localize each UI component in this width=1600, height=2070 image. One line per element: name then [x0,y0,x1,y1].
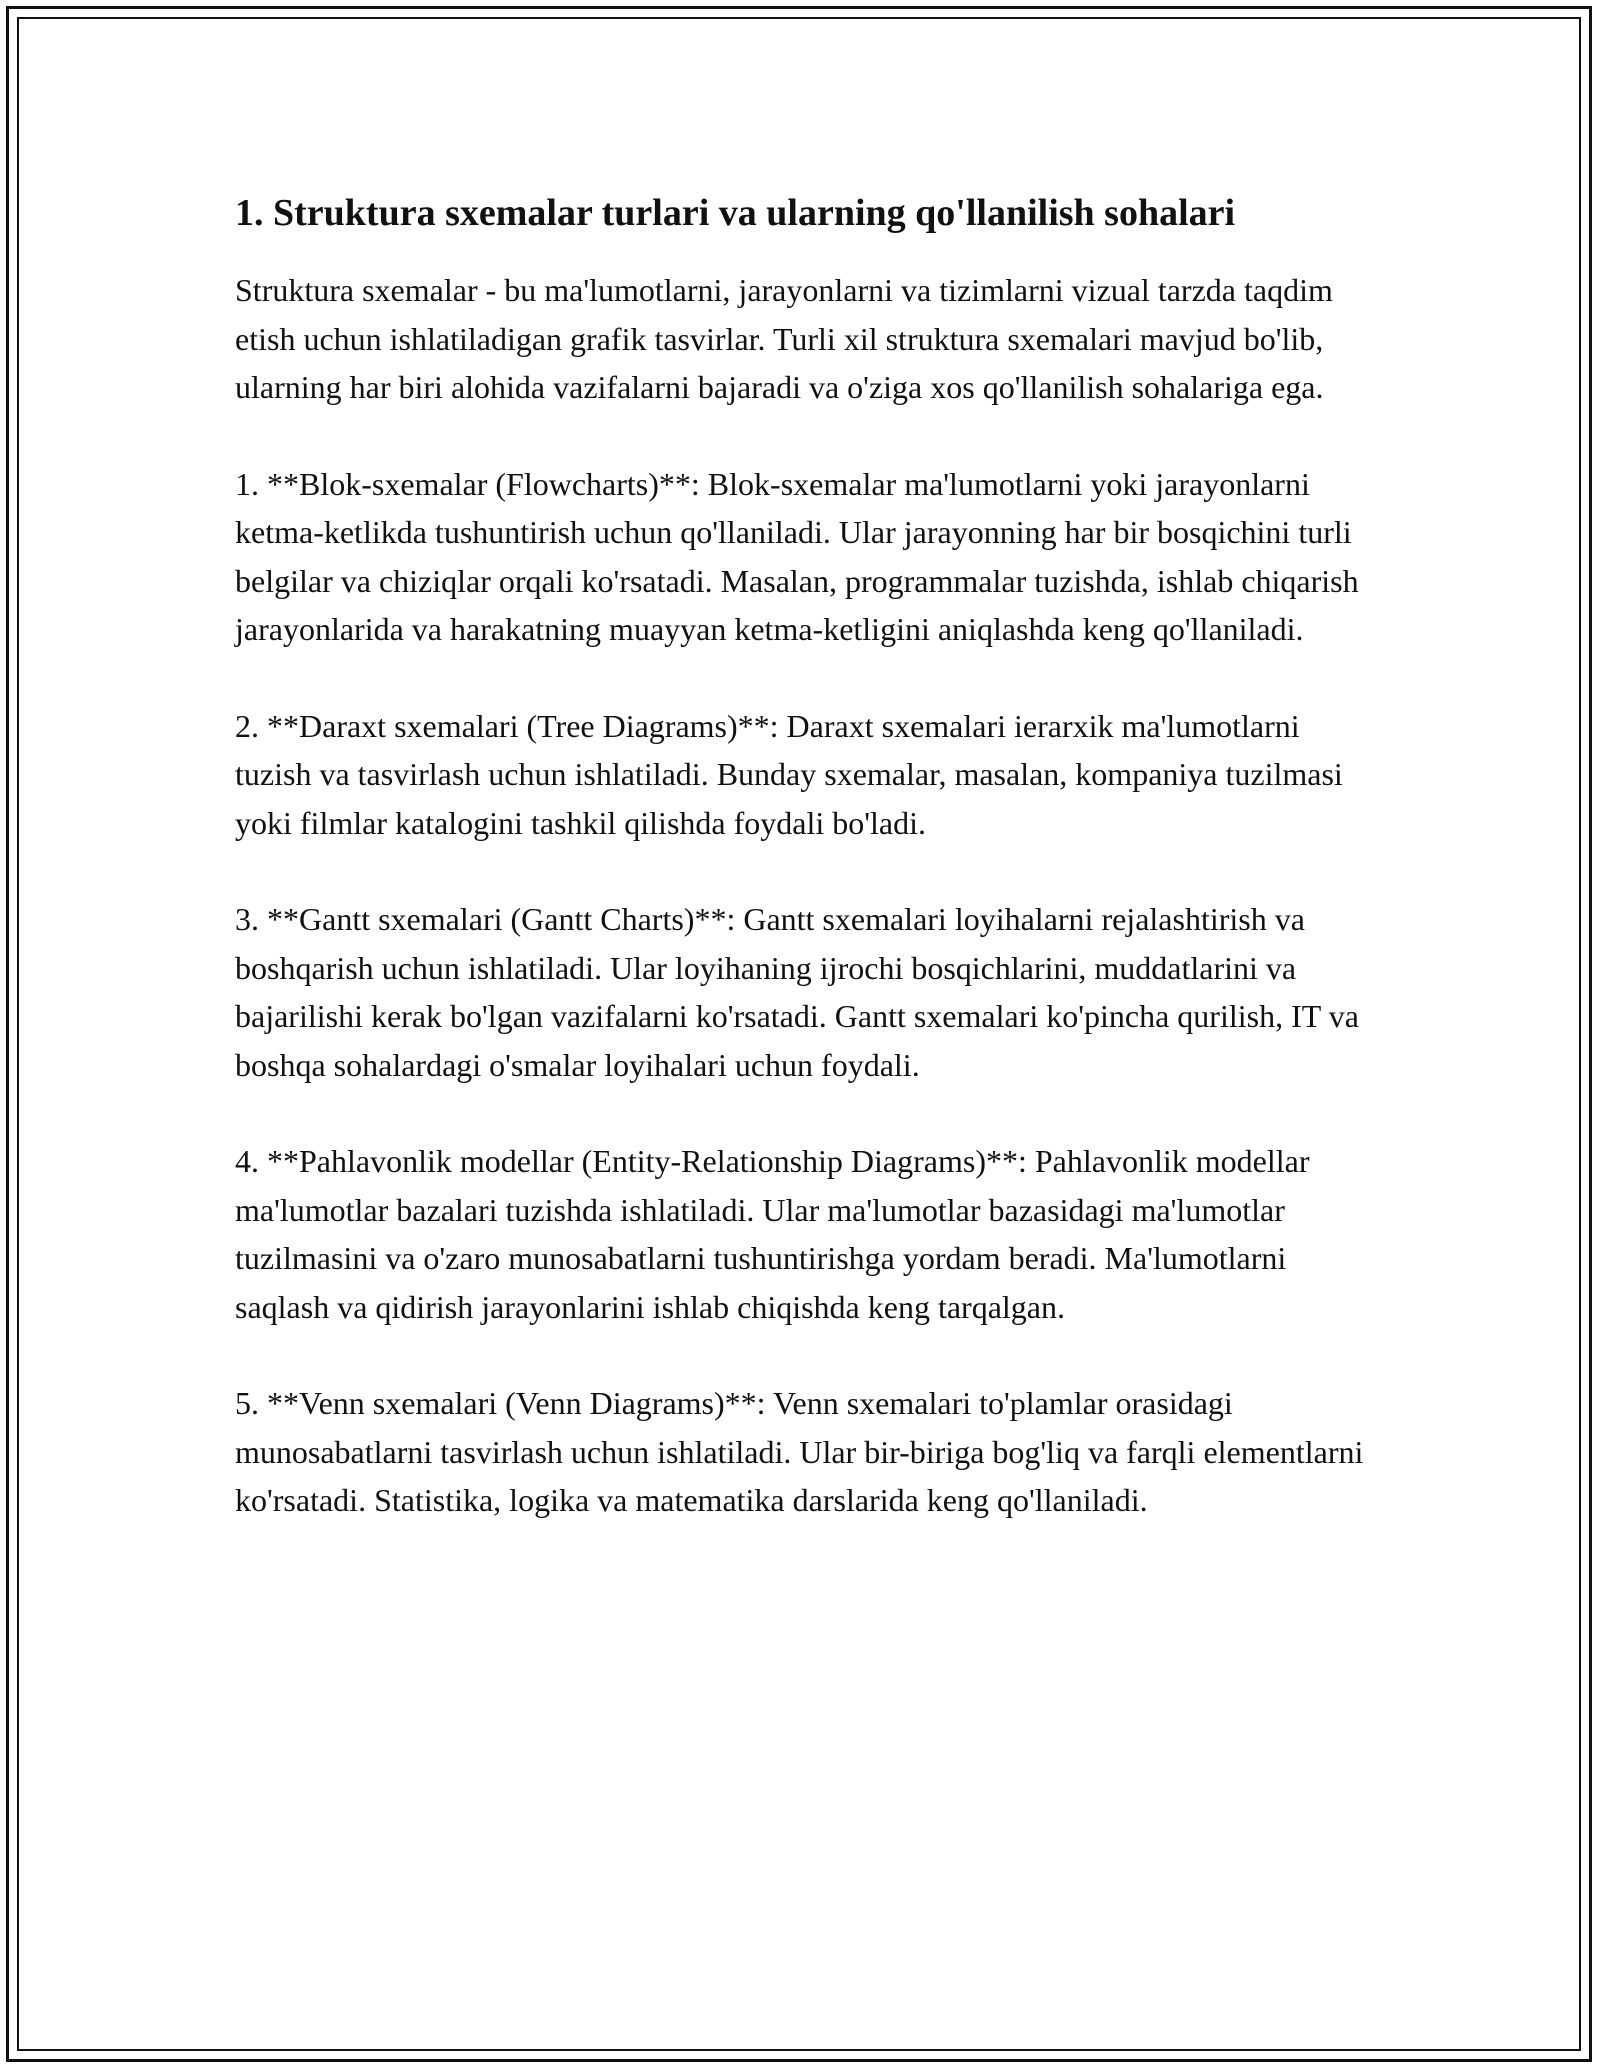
list-item-gantt-charts: 3. **Gantt sxemalari (Gantt Charts)**: Gantt sxemalari loyihalarni rejalashtirish va boshqarish uchun ishlatiladi. Ular loyihaning ijrochi bosqichlarini, muddatlarini va bajarilishi kerak bo'lgan vazifalarni ko'rsatadi. Gantt sxemalari ko'pincha qurilish, IT va boshqa sohalardagi o'smalar loyihalari uchun foydali. [235,901,1359,1083]
list-item-tree-diagrams: 2. **Daraxt sxemalari (Tree Diagrams)**: Daraxt sxemalari ierarxik ma'lumotlarni tuzish va tasvirlash uchun ishlatiladi. Bunday sxemalar, masalan, kompaniya tuzilmasi yoki filmlar katalogini tashkil qilishda foydali bo'ladi. [235,707,1343,841]
list-item-er-diagrams: 4. **Pahlavonlik modellar (Entity-Relationship Diagrams)**: Pahlavonlik modellar ma'lumotlar bazalari tuzishda ishlatiladi. Ular ma'lumotlar bazasidagi ma'lumotlar tuzilmasini va o'zaro munosabatlarni tushuntirishga yordam beradi. Ma'lumotlarni saqlash va qidirish jarayonlarini ishlab chiqishda keng tarqalgan. [235,1143,1310,1325]
list-item-venn-diagrams: 5. **Venn sxemalari (Venn Diagrams)**: Venn sxemalari to'plamlar orasidagi munosabatlarni tasvirlash uchun ishlatiladi. Ular bir-biriga bog'liq va farqli elementlarni ko'rsatadi. Statistika, logika va matematika darslarida keng qo'llaniladi. [235,1385,1364,1518]
list-item-flowcharts: 1. **Blok-sxemalar (Flowcharts)**: Blok-sxemalar ma'lumotlarni yoki jarayonlarni ketma-ketlikda tushuntirish uchun qo'llaniladi. Ular jarayonning har bir bosqichini turli belgilar va chiziqlar orqali ko'rsatadi. Masalan, programmalar tuzishda, ishlab chiqarish jarayonlarida va harakatning muayyan ketma-ketligini aniqlashda keng qo'llaniladi. [235,465,1359,647]
document-body [235,188,1375,1573]
document-title: 1. Struktura sxemalar turlari va ularning qo'llanilish sohalari [235,192,1236,234]
intro-paragraph: Struktura sxemalar - bu ma'lumotlarni, jarayonlarni va tizimlarni vizual tarzda taqdim etish uchun ishlatiladigan grafik tasvirlar. Turli xil struktura sxemalari mavjud bo'lib, ularning har biri alohida vazifalarni bajaradi va o'ziga xos qo'llanilish sohalariga ega. [235,272,1333,405]
